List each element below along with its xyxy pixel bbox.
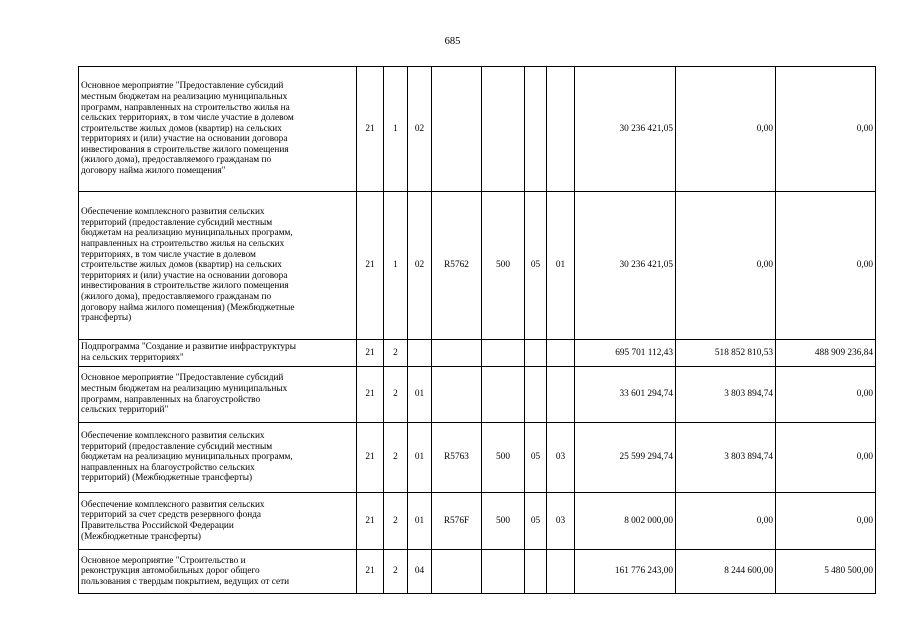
code-program: 21	[357, 550, 384, 594]
code-direction	[432, 67, 482, 192]
amount-year-2: 0,00	[676, 493, 776, 550]
code-direction: R5762	[432, 192, 482, 340]
code-program: 21	[357, 367, 384, 423]
table-row	[79, 67, 876, 192]
row-description: Обеспечение комплексного развития сельских территорий (предоставление субсидий местным бюджетам на реализацию муниципальных программ, направленных на благоустройство сельских территорий) (Межбюджетные трансферты)	[79, 423, 357, 493]
code-section: 05	[525, 423, 547, 493]
amount-year-2: 8 244 600,00	[676, 550, 776, 594]
code-direction: R576F	[432, 493, 482, 550]
amount-year-3: 0,00	[776, 367, 876, 423]
amount-year-1: 25 599 294,74	[575, 423, 676, 493]
table-row	[79, 367, 876, 423]
code-subsection: 01	[547, 192, 575, 340]
amount-year-3: 0,00	[776, 67, 876, 192]
amount-year-2: 0,00	[676, 192, 776, 340]
code-direction	[432, 367, 482, 423]
code-expense-type: 500	[482, 493, 525, 550]
code-program: 21	[357, 423, 384, 493]
code-activity: 01	[408, 423, 432, 493]
code-subsection	[547, 550, 575, 594]
code-section: 05	[525, 493, 547, 550]
code-subprogram: 1	[384, 67, 408, 192]
code-expense-type	[482, 67, 525, 192]
amount-year-3: 0,00	[776, 192, 876, 340]
code-expense-type	[482, 367, 525, 423]
code-section	[525, 550, 547, 594]
amount-year-2: 3 803 894,74	[676, 423, 776, 493]
code-section	[525, 340, 547, 367]
code-expense-type	[482, 340, 525, 367]
code-subprogram: 2	[384, 340, 408, 367]
code-expense-type: 500	[482, 192, 525, 340]
row-description: Основное мероприятие "Предоставление субсидий местным бюджетам на реализацию муниципальных программ, направленных на строительство жилья на сельских территориях, в том числе участие в долевом строительстве жилых домов (квартир) на сельских территориях и (или) участие на основании договора инвестирования в строительстве жилого помещения (жилого дома), предоставляемого гражданам по договору найма жилого помещения"	[79, 67, 357, 192]
code-activity: 02	[408, 67, 432, 192]
code-activity: 01	[408, 367, 432, 423]
code-activity: 02	[408, 192, 432, 340]
code-program: 21	[357, 67, 384, 192]
code-direction	[432, 550, 482, 594]
code-subprogram: 2	[384, 367, 408, 423]
row-description: Подпрограмма "Создание и развитие инфраструктуры на сельских территориях"	[79, 340, 357, 367]
row-description: Обеспечение комплексного развития сельских территорий за счет средств резервного фонда Правительства Российской Федерации (Межбюджетные трансферты)	[79, 493, 357, 550]
code-subprogram: 2	[384, 493, 408, 550]
amount-year-1: 8 002 000,00	[575, 493, 676, 550]
code-expense-type: 500	[482, 423, 525, 493]
table-row	[79, 192, 876, 340]
code-program: 21	[357, 192, 384, 340]
code-program: 21	[357, 340, 384, 367]
amount-year-2: 3 803 894,74	[676, 367, 776, 423]
code-activity: 01	[408, 493, 432, 550]
amount-year-1: 161 776 243,00	[575, 550, 676, 594]
code-subsection: 03	[547, 423, 575, 493]
code-subprogram: 1	[384, 192, 408, 340]
code-section	[525, 67, 547, 192]
code-subsection	[547, 340, 575, 367]
code-section	[525, 367, 547, 423]
code-expense-type	[482, 550, 525, 594]
table-row	[79, 493, 876, 550]
table-row	[79, 340, 876, 367]
code-subprogram: 2	[384, 550, 408, 594]
amount-year-3: 0,00	[776, 493, 876, 550]
budget-table	[78, 66, 876, 594]
code-subprogram: 2	[384, 423, 408, 493]
row-description: Основное мероприятие "Строительство и реконструкция автомобильных дорог общего пользования с твердым покрытием, ведущих от сети	[79, 550, 357, 594]
page-number: 685	[444, 36, 461, 47]
row-description: Обеспечение комплексного развития сельских территорий (предоставление субсидий местным бюджетам на реализацию муниципальных программ, направленных на строительство жилья на сельских территориях, в том числе участие в долевом строительстве жилых домов (квартир) на сельских территориях и (или) участие на основании договора инвестирования в строительстве жилого помещения (жилого дома), предоставляемого гражданам по договору найма жилого помещения) (Межбюджетные трансферты)	[79, 192, 357, 340]
code-direction: R5763	[432, 423, 482, 493]
amount-year-1: 695 701 112,43	[575, 340, 676, 367]
amount-year-1: 33 601 294,74	[575, 367, 676, 423]
amount-year-2: 518 852 810,53	[676, 340, 776, 367]
code-program: 21	[357, 493, 384, 550]
amount-year-3: 0,00	[776, 423, 876, 493]
code-activity: 04	[408, 550, 432, 594]
row-description: Основное мероприятие "Предоставление субсидий местным бюджетам на реализацию муниципальных программ, направленных на благоустройство сельских территорий"	[79, 367, 357, 423]
amount-year-3: 488 909 236,84	[776, 340, 876, 367]
code-direction	[432, 340, 482, 367]
amount-year-1: 30 236 421,05	[575, 192, 676, 340]
code-activity	[408, 340, 432, 367]
table-row	[79, 550, 876, 594]
code-subsection	[547, 67, 575, 192]
code-subsection: 03	[547, 493, 575, 550]
table-row	[79, 423, 876, 493]
amount-year-3: 5 480 500,00	[776, 550, 876, 594]
code-subsection	[547, 367, 575, 423]
code-section: 05	[525, 192, 547, 340]
amount-year-2: 0,00	[676, 67, 776, 192]
amount-year-1: 30 236 421,05	[575, 67, 676, 192]
